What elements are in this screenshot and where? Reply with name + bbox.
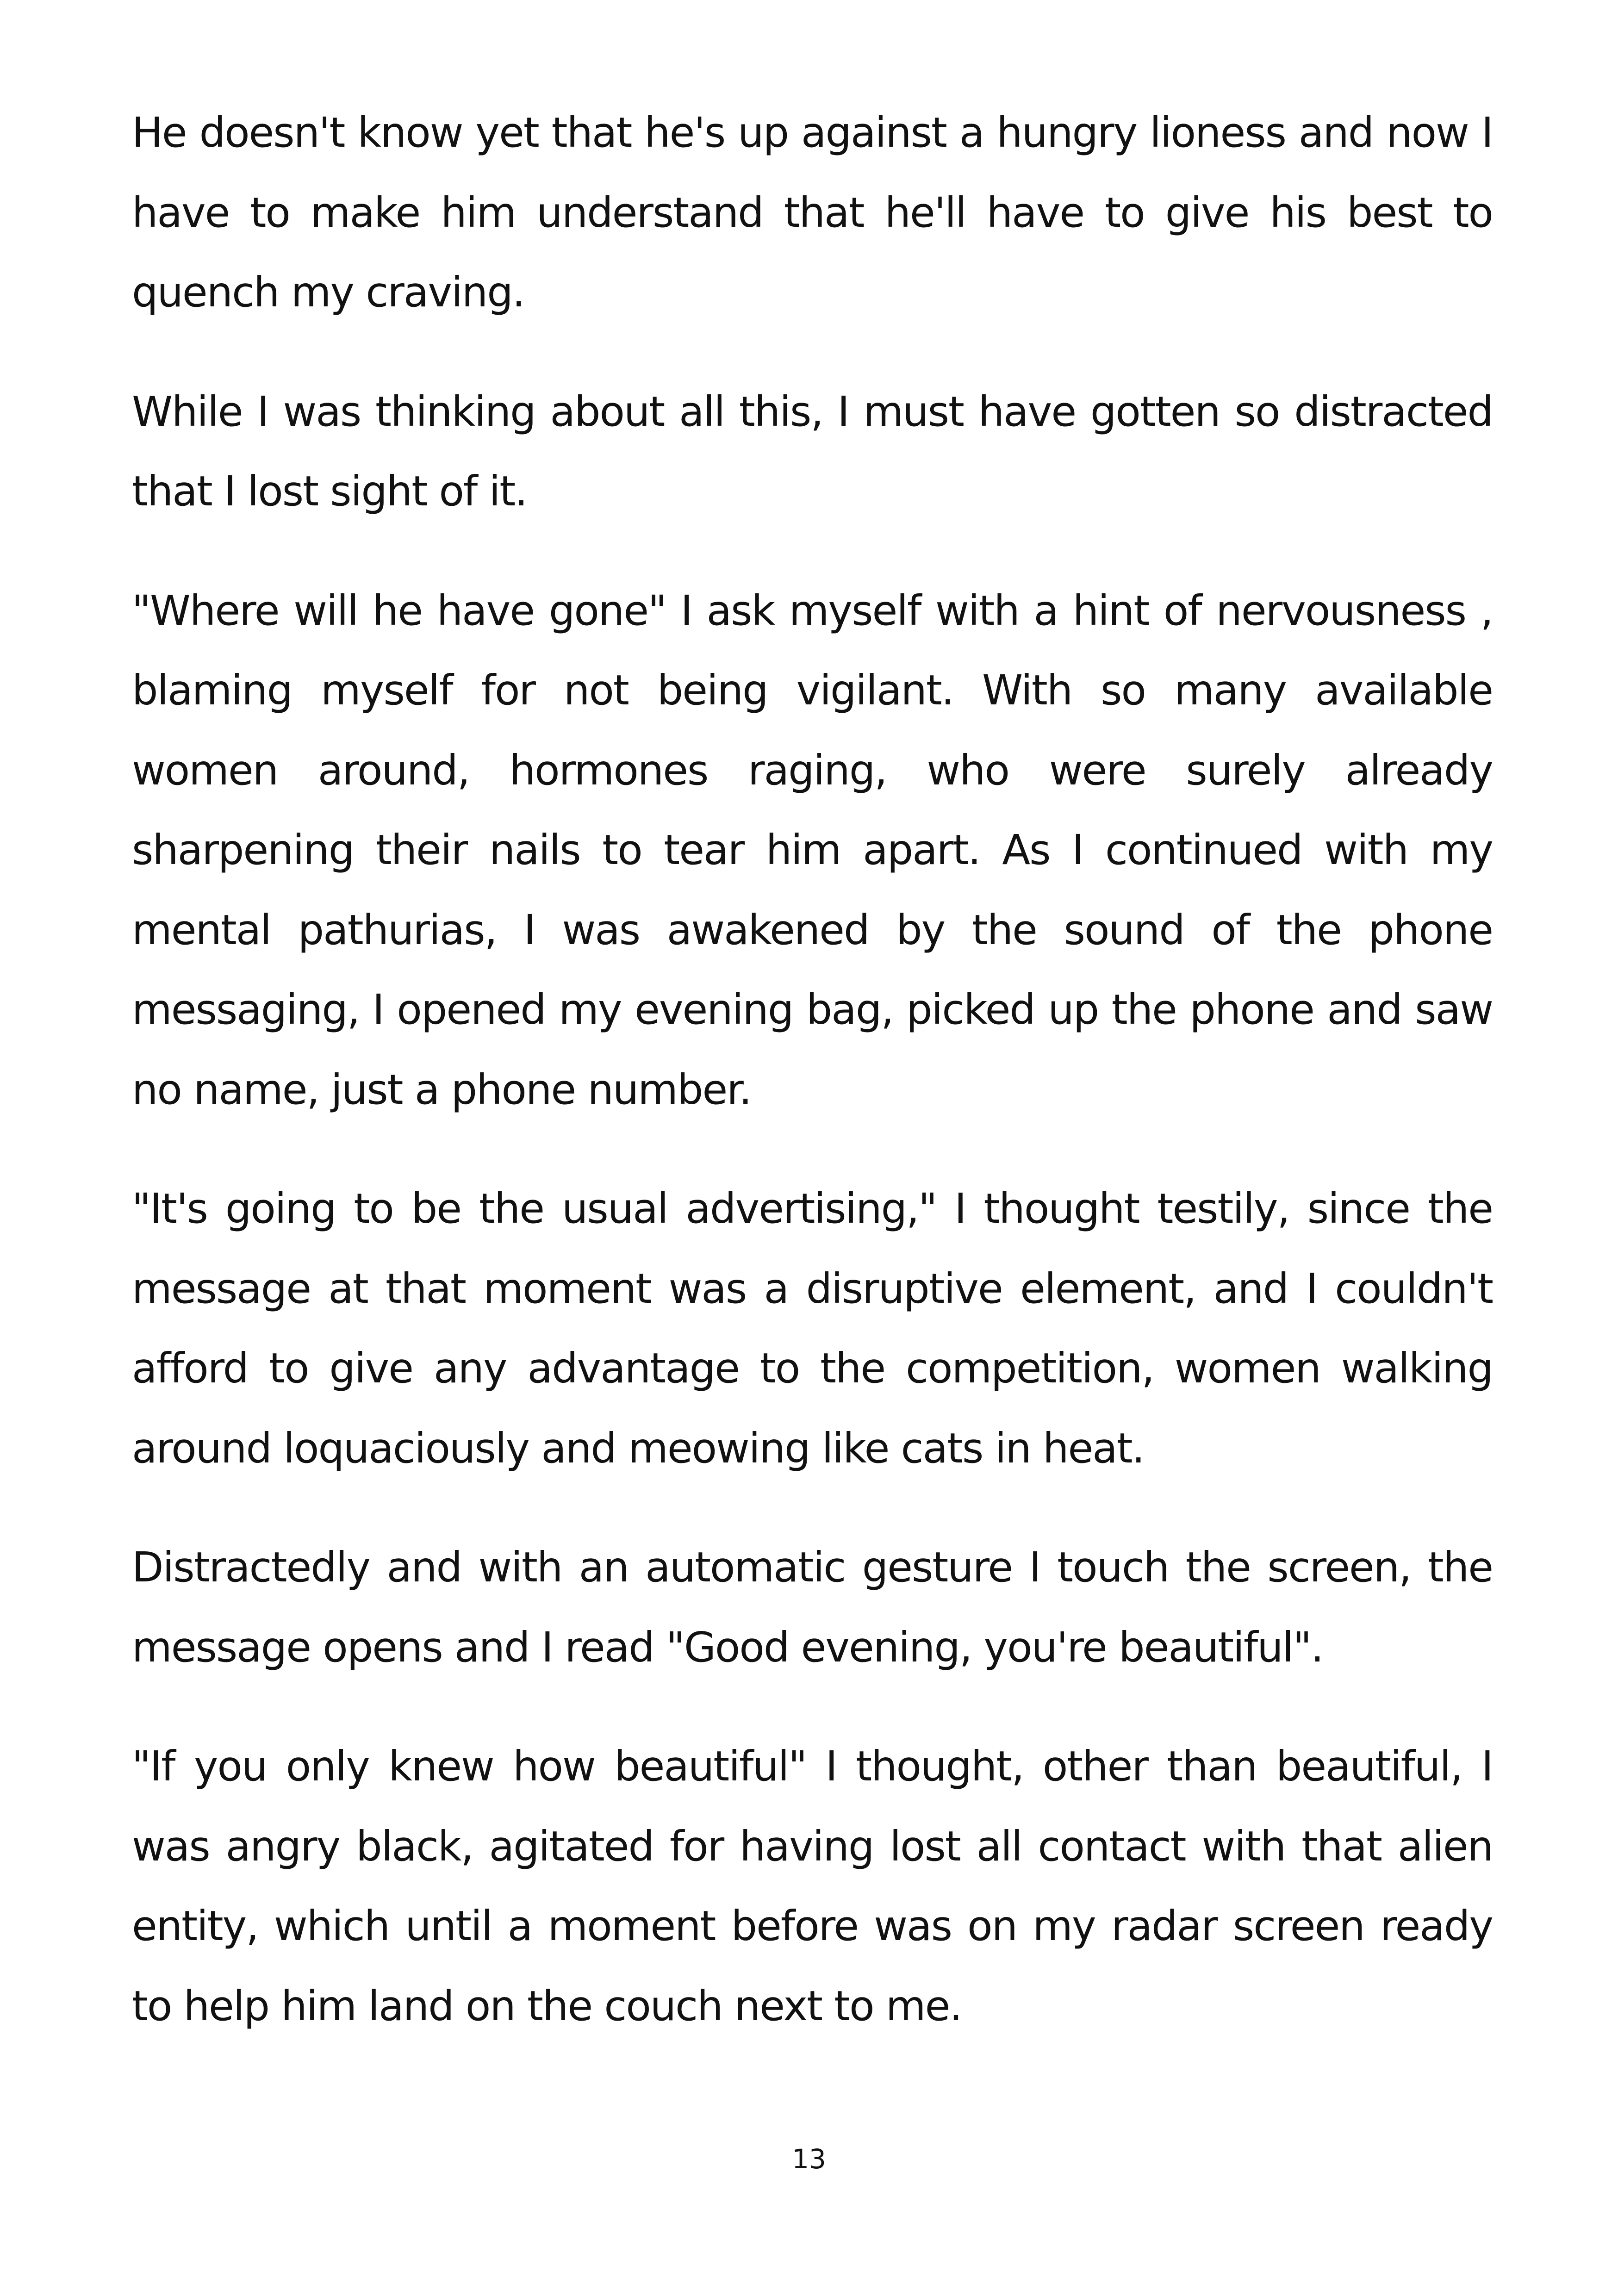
paragraph-2: While I was thinking about all this, I must have gotten so distracted that I lost sight of it.: [132, 387, 1493, 515]
paragraph-1: He doesn't know yet that he's up against a hungry lioness and now I have to make him understand that he'll have to give his best to quench my craving.: [132, 108, 1493, 316]
paragraph-3: "Where will he have gone" I ask myself with a hint of nervousness , blaming myself for not being vigilant. With so many available women around, hormones raging, who were surely already sharpening their nails to tear him apart. As I continued with my mental pathurias, I was awakened by the sound of the phone messaging, I opened my evening bag, picked up the phone and saw no name, just a phone number.: [132, 586, 1493, 1114]
page-number: 13: [792, 2143, 826, 2175]
paragraph-6: "If you only knew how beautiful" I thought, other than beautiful, I was angry black, agitated for having lost all contact with that alien entity, which until a moment before was on my radar screen ready to help him land on the couch next to me.: [132, 1742, 1493, 2030]
paragraph-4: "It's going to be the usual advertising," I thought testily, since the message at that moment was a disruptive element, and I couldn't afford to give any advantage to the competition, women walking around loquaciously and meowing like cats in heat.: [132, 1184, 1493, 1472]
body-text: [132, 93, 1493, 2046]
paragraph-5: Distractedly and with an automatic gesture I touch the screen, the message opens and I read "Good evening, you're beautiful".: [132, 1543, 1493, 1671]
